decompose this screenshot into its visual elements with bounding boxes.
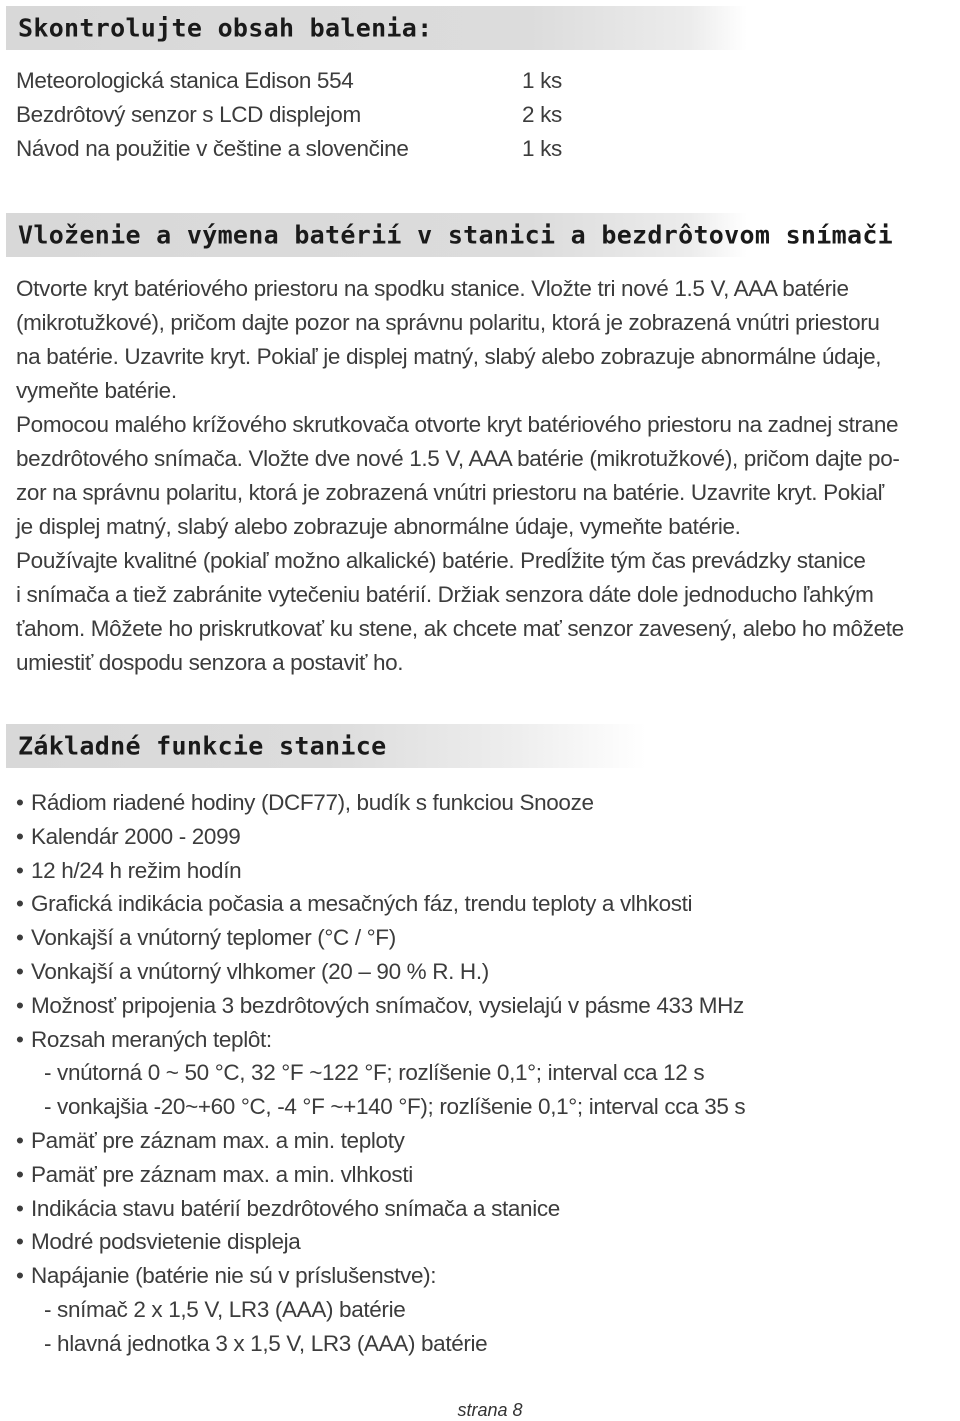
package-item-qty: 1 ks [522, 68, 562, 93]
feature-text: Vonkajší a vnútorný vlhkomer (20 – 90 % R. H.) [31, 958, 489, 984]
battery-text-line: Otvorte kryt batériového priestoru na spodku stanice. Vložte tri nové 1.5 V, AAA batérie [16, 276, 849, 301]
feature-text: 12 h/24 h režim hodín [31, 857, 242, 883]
feature-text: Pamäť pre záznam max. a min. vlhkosti [31, 1161, 413, 1187]
package-item [16, 98, 616, 132]
features-section-title: Základné funkcie stanice [18, 731, 387, 761]
package-item-qty: 2 ks [522, 102, 562, 127]
features-list [16, 786, 946, 1361]
feature-text: Rozsah meraných teplôt: [31, 1026, 272, 1052]
package-section-title: Skontrolujte obsah balenia: [18, 13, 433, 43]
feature-text: Napájanie (batérie nie sú v príslušenstve): [31, 1263, 437, 1289]
package-contents-list [16, 64, 616, 166]
battery-text-line: i snímača a tiež zabránite vytečeniu batérií. Držiak senzora dáte dole jednoducho ľahkým [16, 582, 874, 607]
battery-text-line: ťahom. Môžete ho priskrutkovať ku stene, ak chcete mať senzor zavesený, alebo ho môžete [16, 616, 904, 641]
feature-subitem-text: - snímač 2 x 1,5 V, LR3 (AAA) batérie [44, 1296, 406, 1322]
feature-item [16, 1158, 946, 1192]
bullet-marker: • [16, 891, 24, 917]
battery-section-header [6, 213, 956, 257]
feature-text: Rádiom riadené hodiny (DCF77), budík s funkciou Snooze [31, 790, 594, 815]
package-item-qty: 1 ks [522, 136, 562, 161]
battery-text-line: bezdrôtového snímača. Vložte dve nové 1.5 V, AAA batérie (mikrotužkové), pričom dajte po- [16, 446, 900, 471]
feature-item [16, 989, 946, 1023]
battery-section-title: Vloženie a výmena batérií v stanici a bezdrôtovom snímači [18, 220, 894, 250]
battery-text-line: umiestiť dospodu senzora a postaviť ho. [16, 650, 404, 675]
feature-text: Indikácia stavu batérií bezdrôtového snímača a stanice [31, 1195, 560, 1221]
bullet-marker: • [16, 1195, 24, 1221]
bullet-marker: • [16, 790, 24, 815]
battery-text-line: vymeňte batérie. [16, 378, 177, 403]
bullet-marker: • [16, 857, 24, 883]
bullet-marker: • [16, 1229, 24, 1255]
feature-item [16, 820, 946, 854]
battery-text-line: Pomocou malého krížového skrutkovača otvorte kryt batériového priestoru na zadnej strane [16, 412, 899, 437]
feature-subitem [16, 1090, 946, 1124]
bullet-marker: • [16, 1026, 24, 1052]
feature-text: Modré podsvietenie displeja [31, 1229, 301, 1255]
page-number: strana 8 [457, 1400, 523, 1420]
feature-subitem [16, 1327, 946, 1361]
feature-text: Kalendár 2000 - 2099 [31, 823, 241, 849]
feature-text: Pamäť pre záznam max. a min. teploty [31, 1127, 405, 1153]
feature-item [16, 1124, 946, 1158]
battery-instructions [16, 272, 956, 680]
feature-item [16, 1192, 946, 1226]
feature-text: Možnosť pripojenia 3 bezdrôtových snímačov, vysielajú v pásme 433 MHz [31, 992, 744, 1018]
bullet-marker: • [16, 823, 24, 849]
feature-subitem-text: - vnútorná 0 ~ 50 °C, 32 °F ~122 °F; rozlíšenie 0,1°; interval cca 12 s [44, 1060, 705, 1086]
feature-subitem-text: - hlavná jednotka 3 x 1,5 V, LR3 (AAA) batérie [44, 1330, 488, 1356]
feature-item [16, 887, 946, 921]
package-item-name: Meteorologická stanica Edison 554 [16, 68, 354, 93]
bullet-marker: • [16, 1127, 24, 1153]
bullet-marker: • [16, 992, 24, 1018]
feature-subitem-text: - vonkajšia -20~+60 °C, -4 °F ~+140 °F); rozlíšenie 0,1°; interval cca 35 s [44, 1094, 746, 1120]
feature-item [16, 955, 946, 989]
battery-text-line: je displej matný, slabý alebo zobrazuje abnormálne údaje, vymeňte batérie. [16, 514, 741, 539]
feature-item [16, 1023, 946, 1057]
package-item [16, 64, 616, 98]
feature-subitem [16, 1056, 946, 1090]
bullet-marker: • [16, 958, 24, 984]
package-item-name: Bezdrôtový senzor s LCD displejom [16, 102, 361, 127]
feature-subitem [16, 1293, 946, 1327]
package-section-header [6, 6, 956, 50]
battery-text-line: Používajte kvalitné (pokiaľ možno alkalické) batérie. Predĺžite tým čas prevádzky stanice [16, 548, 866, 573]
feature-item [16, 1259, 946, 1293]
feature-text: Grafická indikácia počasia a mesačných fáz, trendu teploty a vlhkosti [31, 891, 693, 917]
package-item [16, 132, 616, 166]
package-item-name: Návod na použitie v češtine a slovenčine [16, 136, 409, 161]
feature-text: Vonkajší a vnútorný teplomer (°C / °F) [31, 925, 396, 951]
feature-item [16, 1225, 946, 1259]
feature-item [16, 786, 946, 820]
bullet-marker: • [16, 1263, 24, 1289]
features-section-header [6, 724, 646, 768]
bullet-marker: • [16, 1161, 24, 1187]
bullet-marker: • [16, 925, 24, 951]
feature-item [16, 854, 946, 888]
feature-item [16, 921, 946, 955]
battery-text-line: na batérie. Uzavrite kryt. Pokiaľ je displej matný, slabý alebo zobrazuje abnormálne údaje, [16, 344, 882, 369]
battery-text-line: zor na správnu polaritu, ktorá je zobrazená vnútri priestoru na batérie. Uzavrite kryt. Pokiaľ [16, 480, 884, 505]
battery-text-line: (mikrotužkové), pričom dajte pozor na správnu polaritu, ktorá je zobrazená vnútri priestoru [16, 310, 880, 335]
